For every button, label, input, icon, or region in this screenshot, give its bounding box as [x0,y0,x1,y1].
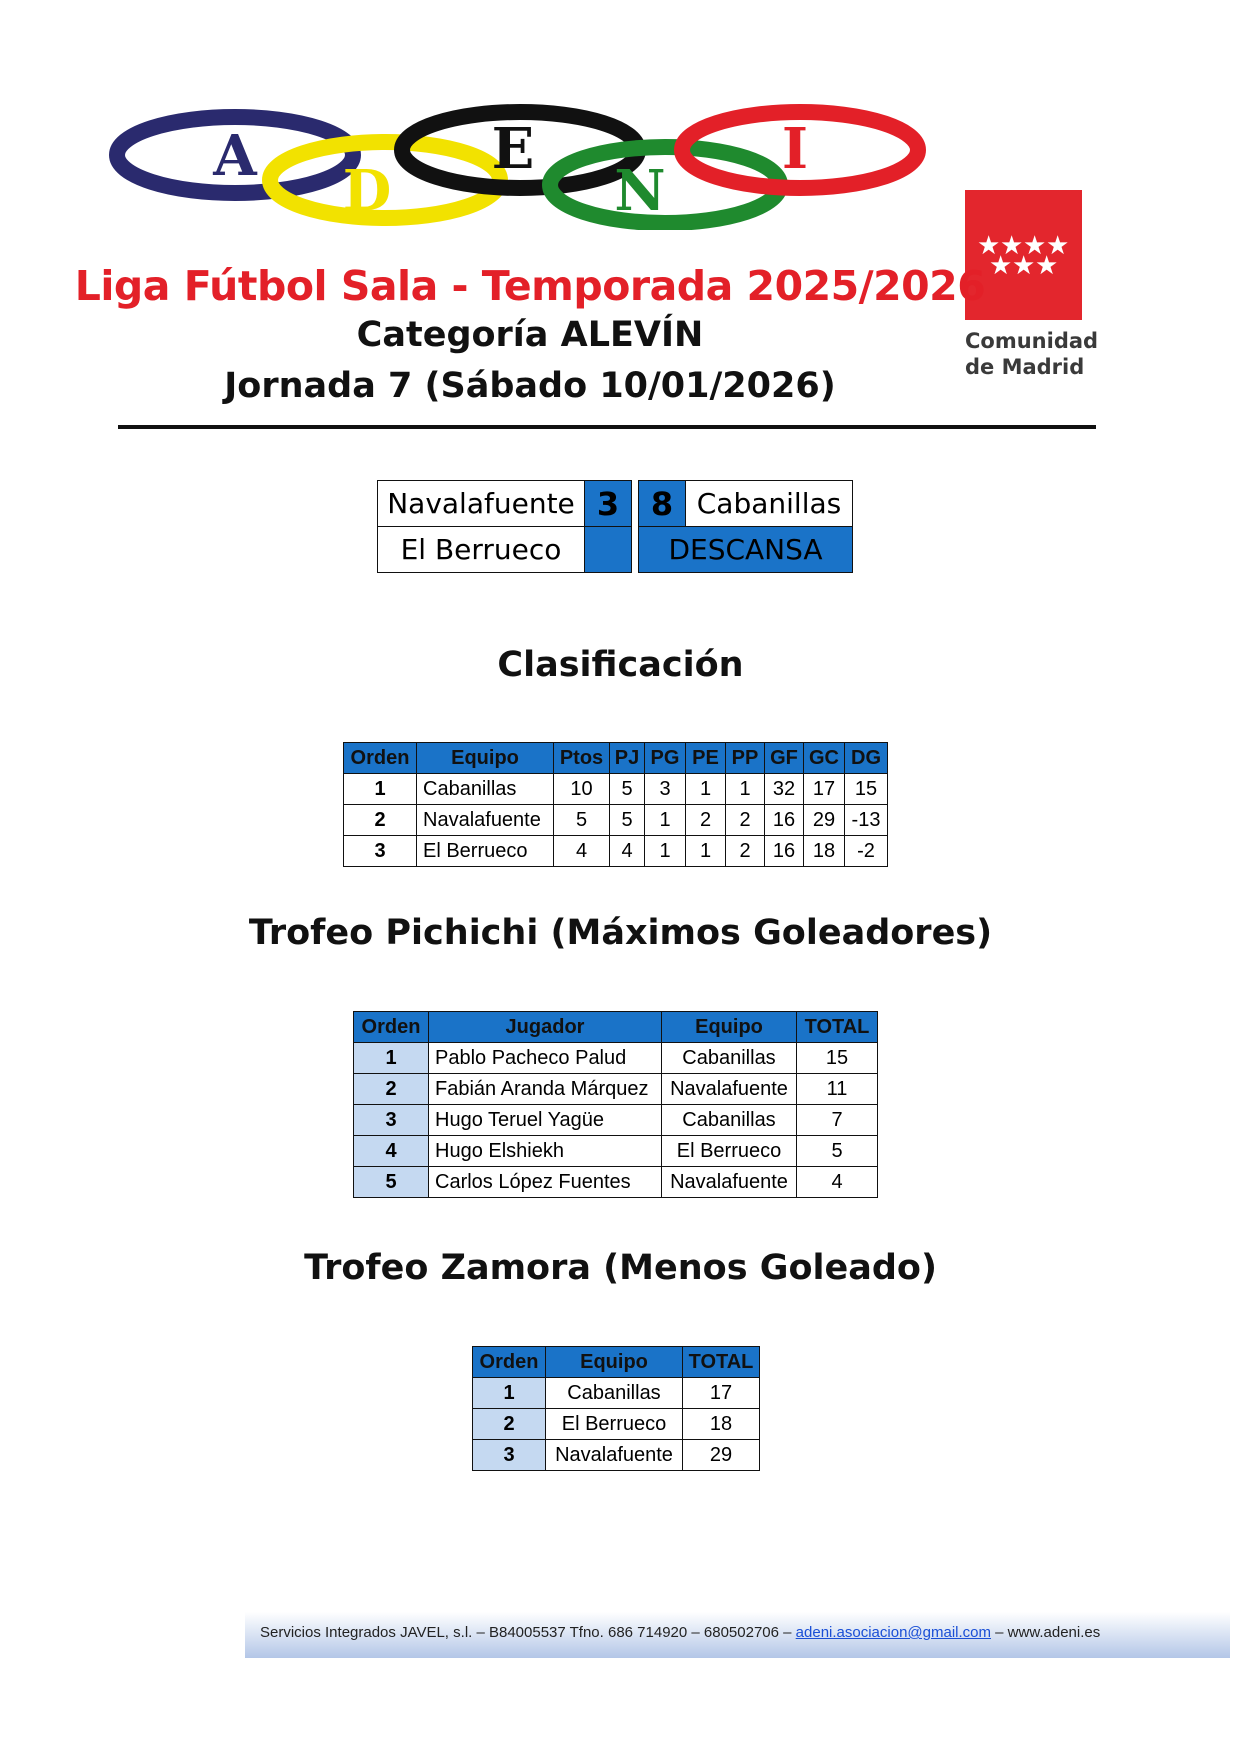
adeni-logo [105,100,935,230]
logo-letter-a: A [213,123,257,189]
cell-equipo: Navalafuente [417,805,554,836]
table-row [354,1105,878,1136]
col-equipo: Equipo [662,1012,797,1043]
cell-jugador: Fabián Aranda Márquez [429,1074,662,1105]
away-score: 8 [639,481,686,527]
col-gc: GC [804,743,845,774]
cell-jugador: Carlos López Fuentes [429,1167,662,1198]
cell-equipo: Navalafuente [662,1167,797,1198]
table-row [473,1378,760,1409]
cell-orden: 3 [344,836,417,867]
cell-gc: 17 [804,774,845,805]
col-ptos: Ptos [554,743,610,774]
pichichi-header-row [354,1012,878,1043]
rest-label: DESCANSA [639,527,853,573]
cell-orden: 2 [473,1409,546,1440]
footer [245,1612,1230,1658]
svg-text:★: ★ [1000,231,1024,261]
svg-text:★: ★ [977,231,1001,261]
footer-website: – www.adeni.es [991,1624,1101,1641]
col-orden: Orden [354,1012,429,1043]
cell-pp: 1 [726,774,765,805]
cell-pp: 2 [726,836,765,867]
cell-ptos: 4 [554,836,610,867]
rest-team: El Berrueco [378,527,585,573]
cell-total: 11 [797,1074,878,1105]
cell-equipo: Cabanillas [546,1378,683,1409]
away-team: Cabanillas [686,481,853,527]
cell-jugador: Hugo Teruel Yagüe [429,1105,662,1136]
cell-equipo: Cabanillas [662,1105,797,1136]
cell-gf: 16 [765,836,804,867]
cell-pg: 3 [645,774,686,805]
match-row [378,481,853,527]
cell-orden: 4 [354,1136,429,1167]
cell-total: 5 [797,1136,878,1167]
rest-score-empty [585,527,632,573]
col-jugador: Jugador [429,1012,662,1043]
cell-equipo: Cabanillas [662,1043,797,1074]
cell-orden: 2 [344,805,417,836]
cell-equipo: Navalafuente [546,1440,683,1471]
cell-pg: 1 [645,805,686,836]
category-title: Categoría ALEVÍN [356,315,704,355]
standings-table [343,742,888,867]
home-team: Navalafuente [378,481,585,527]
zamora-table [472,1346,760,1471]
pichichi-table [353,1011,878,1198]
standings-title: Clasificación [497,645,744,685]
cell-gf: 32 [765,774,804,805]
cell-pe: 2 [686,805,726,836]
cell-pp: 2 [726,805,765,836]
cell-orden: 3 [473,1440,546,1471]
col-equipo: Equipo [546,1347,683,1378]
standings-header-row [344,743,888,774]
svg-text:★: ★ [1046,231,1070,261]
league-title: Liga Fútbol Sala - Temporada 2025/2026 [74,262,986,310]
col-pj: PJ [610,743,645,774]
cell-pg: 1 [645,836,686,867]
cell-orden: 5 [354,1167,429,1198]
svg-text:★: ★ [1012,251,1036,281]
cell-orden: 1 [344,774,417,805]
col-orden: Orden [344,743,417,774]
cell-pj: 5 [610,774,645,805]
cell-gc: 29 [804,805,845,836]
footer-company: Servicios Integrados JAVEL, s.l. – B84005537 Tfno. 686 714920 – 680502706 – [260,1624,796,1641]
table-row [473,1440,760,1471]
jornada-title: Jornada 7 (Sábado 10/01/2026) [224,366,836,406]
logo-letter-n: N [614,158,666,224]
cell-total: 29 [683,1440,760,1471]
cell-total: 18 [683,1409,760,1440]
cell-total: 17 [683,1378,760,1409]
col-gf: GF [765,743,804,774]
col-pp: PP [726,743,765,774]
cell-jugador: Hugo Elshiekh [429,1136,662,1167]
cell-equipo: El Berrueco [662,1136,797,1167]
cell-equipo: El Berrueco [417,836,554,867]
cell-equipo: El Berrueco [546,1409,683,1440]
col-total: TOTAL [683,1347,760,1378]
cell-pj: 5 [610,805,645,836]
pichichi-title: Trofeo Pichichi (Máximos Goleadores) [248,913,993,953]
cell-orden: 1 [473,1378,546,1409]
logo-letter-e: E [491,116,535,182]
footer-email-link[interactable]: adeni.asociacion@gmail.com [795,1624,991,1641]
cell-pj: 4 [610,836,645,867]
col-pg: PG [645,743,686,774]
cell-jugador: Pablo Pacheco Palud [429,1043,662,1074]
match-results-table [377,480,853,573]
cell-dg: 15 [845,774,888,805]
cell-ptos: 10 [554,774,610,805]
table-row [344,836,888,867]
zamora-header-row [473,1347,760,1378]
col-pe: PE [686,743,726,774]
col-orden: Orden [473,1347,546,1378]
cell-gc: 18 [804,836,845,867]
table-row [344,805,888,836]
svg-text:★: ★ [989,251,1013,281]
cell-equipo: Cabanillas [417,774,554,805]
madrid-name: Comunidad de Madrid [965,329,1099,379]
zamora-title: Trofeo Zamora (Menos Goleado) [304,1248,937,1288]
table-row [354,1043,878,1074]
cell-pe: 1 [686,836,726,867]
cell-orden: 1 [354,1043,429,1074]
table-row [344,774,888,805]
svg-text:★: ★ [1035,251,1059,281]
cell-equipo: Navalafuente [662,1074,797,1105]
logo-letter-i: I [781,116,809,182]
cell-total: 7 [797,1105,878,1136]
col-equipo: Equipo [417,743,554,774]
cell-ptos: 5 [554,805,610,836]
home-score: 3 [585,481,632,527]
table-row [473,1409,760,1440]
rest-row [378,527,853,573]
col-total: TOTAL [797,1012,878,1043]
cell-dg: -13 [845,805,888,836]
cell-orden: 3 [354,1105,429,1136]
svg-text:★: ★ [1023,231,1047,261]
cell-dg: -2 [845,836,888,867]
footer-text [260,1624,1100,1641]
cell-total: 15 [797,1043,878,1074]
score-separator [632,481,639,527]
cell-total: 4 [797,1167,878,1198]
table-row [354,1167,878,1198]
logo-letter-d: D [342,158,392,224]
cell-gf: 16 [765,805,804,836]
cell-orden: 2 [354,1074,429,1105]
header-divider [118,425,1096,429]
table-row [354,1074,878,1105]
cell-pe: 1 [686,774,726,805]
table-row [354,1136,878,1167]
col-dg: DG [845,743,888,774]
score-separator [632,527,639,573]
